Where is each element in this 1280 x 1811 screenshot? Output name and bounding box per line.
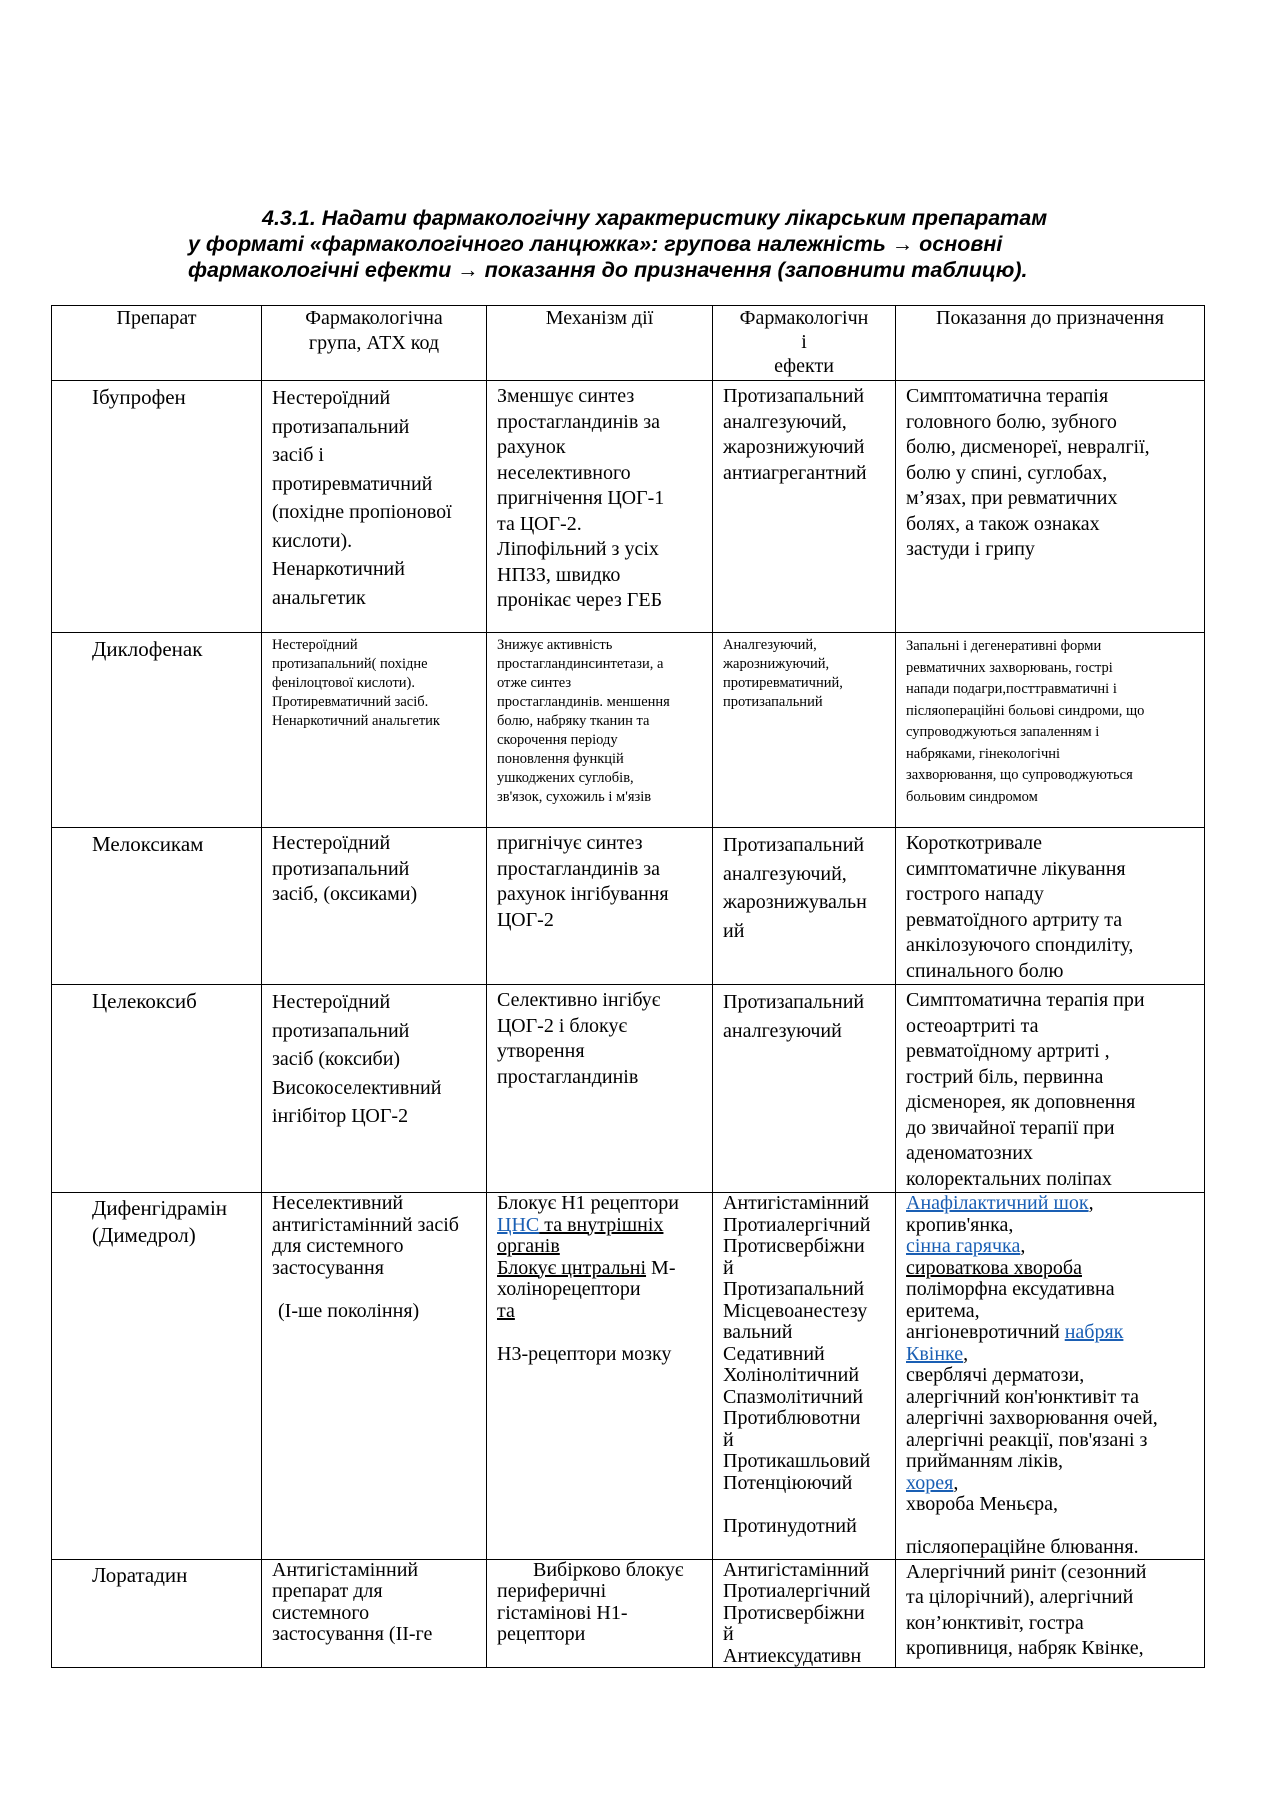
title-line-1: 4.3.1. Надати фармакологічну характеристику лікарським препаратам — [262, 206, 1048, 230]
drug-mechanism: Зменшує синтез простагландинів за рахунок неселективного пригнічення ЦОГ-1 та ЦОГ-2. Ліпофільний з усіх НПЗЗ, швидко пронікає через ГЕБ — [487, 381, 713, 633]
cns-link[interactable]: ЦНС — [497, 1213, 540, 1236]
drug-effects: Протизапальний аналгезуючий, жарознижуючий антиагрегантний — [713, 381, 896, 633]
table-row — [52, 1193, 1205, 1560]
table-header-row — [52, 306, 1205, 381]
title-line-3: фармакологічні ефекти → показання до призначення (заповнити таблицю). — [188, 258, 1028, 282]
quincke-edema-link[interactable]: набряк Квінке — [906, 1321, 1124, 1365]
drug-name: Целекоксиб — [52, 985, 262, 1193]
drug-group: Нестероїдний протизапальний засіб (коксиби) Високоселективний інгібітор ЦОГ-2 — [262, 985, 487, 1193]
table-row — [52, 985, 1205, 1193]
drug-mechanism: Блокує Н1 рецептори ЦНС та внутрішніх органів Блокує цнтральні М- холінорецептори та Н3-рецептори мозку — [487, 1193, 713, 1560]
drug-indications: Короткотривале симптоматичне лікування гострого нападу ревматоїдного артриту та анкілозуючого спондиліту, спинального болю — [896, 828, 1205, 985]
drug-name: Мелоксикам — [52, 828, 262, 985]
header-group: Фармакологічна група, АТХ код — [262, 306, 487, 381]
header-drug: Препарат — [52, 306, 262, 381]
drug-name: Диклофенак — [52, 633, 262, 828]
table-row — [52, 828, 1205, 985]
hay-fever-link[interactable]: сінна гарячка — [906, 1235, 1021, 1257]
drug-mechanism: пригнічує синтез простагландинів за рахунок інгібування ЦОГ-2 — [487, 828, 713, 985]
drug-effects: Протизапальний аналгезуючий, жарознижувальн ий — [713, 828, 896, 985]
task-title — [140, 205, 1170, 283]
drug-effects: Аналгезуючий, жарознижуючий, протиревматичний, протизапальний — [713, 633, 896, 828]
drug-indications: Анафілактичний шок, кропив'янка, сінна гарячка, сироваткова хвороба поліморфна ексудативна еритема, ангіоневротичний набряк Квінке, сверблячі дерматози, алергічний кон'юнктивіт та алергічні захворювання очей, алергічні реакції, пов'язані з прийманням ліків, хорея, хвороба Меньєра, післяопераційне блювання. — [896, 1193, 1205, 1560]
drug-group: Нестероїдний протизапальний( похідне фенілоцтової кислоти). Протиревматичний засіб. Ненаркотичний анальгетик — [262, 633, 487, 828]
drug-mechanism: Селективно інгібує ЦОГ-2 і блокує утворення простагландинів — [487, 985, 713, 1193]
drug-group: Нестероїдний протизапальний засіб, (оксиками) — [262, 828, 487, 985]
drug-indications: Алергічний риніт (сезонний та цілорічний), алергічний кон’юнктивіт, гостра кропивниця, набряк Квінке, — [896, 1559, 1205, 1668]
drug-name: Дифенгідрамін (Димедрол) — [52, 1193, 262, 1560]
drug-group: Антигістамінний препарат для системного застосування (II-ге — [262, 1559, 487, 1668]
drug-table — [51, 305, 1205, 1668]
generation-label: (I-ше покоління) — [278, 1299, 420, 1322]
drug-name: Лоратадин — [52, 1559, 262, 1668]
header-indications: Показання до призначення — [896, 306, 1205, 381]
header-effects: Фармакологічн і ефекти — [713, 306, 896, 381]
drug-indications: Симптоматична терапія головного болю, зубного болю, дисменореї, невралгії, болю у спині, суглобах, м’язах, при ревматичних болях, а також ознаках застуди і грипу — [896, 381, 1205, 633]
drug-group: Нестероїдний протизапальний засіб і протиревматичний (похідне пропіонової кислоти). Ненаркотичний анальгетик — [262, 381, 487, 633]
anaphylactic-shock-link[interactable]: Анафілактичний шок — [906, 1192, 1089, 1214]
drug-mechanism: Вибірково блокує периферичні гістамінові Н1- рецептори — [487, 1559, 713, 1668]
drug-group: Неселективний антигістамінний засіб для системного застосування (I-ше покоління) — [262, 1193, 487, 1560]
table-row — [52, 633, 1205, 828]
table-row — [52, 381, 1205, 633]
drug-effects: Протизапальний аналгезуючий — [713, 985, 896, 1193]
drug-effects: Антигістамінний Протиалергічний Протисвербіжни й Антиексудативн — [713, 1559, 896, 1668]
drug-mechanism: Знижує активність простагландинсинтетази, а отже синтез простагландинів. меншення болю, набряку тканин та скорочення періоду поновлення функцій ушкоджених суглобів, зв'язок, сухожиль і м'язів — [487, 633, 713, 828]
drug-indications: Запальні і дегенеративні форми ревматичних захворювань, гострі напади подагри,посттравматичні і післяопераційні больові синдроми, що супроводжуються запаленням і набряками, гінекологічні захворювання, що супроводжуються больовим синдромом — [896, 633, 1205, 828]
drug-indications: Симптоматична терапія при остеоартриті та ревматоїдному артриті , гострий біль, первинна дісменорея, як доповнення до звичайної терапії при аденоматозних колоректальних поліпах — [896, 985, 1205, 1193]
drug-name: Ібупрофен — [52, 381, 262, 633]
drug-effects: Антигістамінний Протиалергічний Протисвербіжни й Протизапальний Місцевоанестезу вальний Седативний Холінолітичний Спазмолітичний Протиблювотни й Протикашльовий Потенціюючий Протинудотний — [713, 1193, 896, 1560]
chorea-link[interactable]: хорея — [906, 1471, 954, 1494]
header-mechanism: Механізм дії — [487, 306, 713, 381]
table-row — [52, 1559, 1205, 1668]
title-line-2: у форматі «фармакологічного ланцюжка»: групова належність → основні — [188, 232, 1003, 256]
